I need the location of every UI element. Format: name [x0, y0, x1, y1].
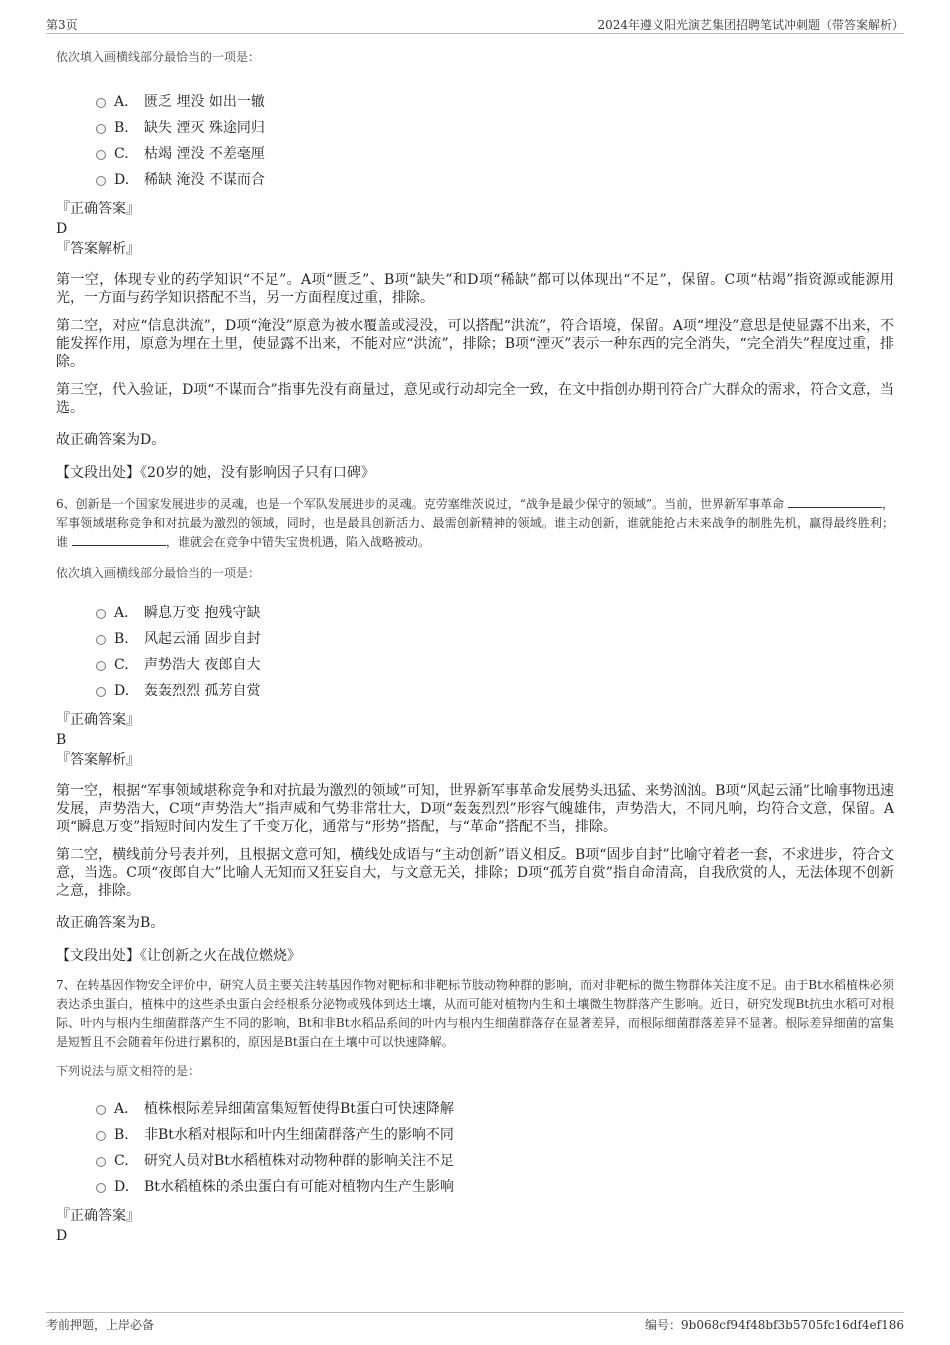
option-letter: A．	[114, 605, 139, 621]
radio-icon[interactable]	[96, 1105, 106, 1115]
correct-answer: B	[56, 732, 67, 748]
analysis-tag: 『答案解析』	[56, 241, 140, 257]
radio-icon[interactable]	[96, 98, 106, 108]
option-letter: A．	[114, 1101, 139, 1117]
stem-part: ，谁就会在竞争中错失宝贵机遇，陷入战略被动。	[165, 535, 430, 549]
option-c[interactable]	[96, 1148, 894, 1174]
page-header	[46, 14, 904, 34]
document-code: 编号：9b068cf94f48bf3b5705fc16df4ef186	[645, 1318, 904, 1332]
fill-blank	[72, 534, 166, 546]
radio-icon[interactable]	[96, 1183, 106, 1193]
option-list	[96, 89, 894, 193]
analysis-paragraph: 第三空，代入验证，D项“不谋而合”指事先没有商量过，意见或行动却完全一致，在文中指创办期刊符合广大群众的需求，符合文意，当选。	[56, 382, 894, 416]
option-text: 匮乏 埋没 如出一辙	[144, 94, 265, 110]
radio-icon[interactable]	[96, 176, 106, 186]
option-b[interactable]	[96, 1122, 894, 1148]
analysis-paragraph: 第二空，对应“信息洪流”，D项“淹没”原意为被水覆盖或浸没，可以搭配“洪流”，符合语境，保留。A项“埋没”意思是使显露不出来，不能发挥作用，原意为埋在土里，使显露不出来，不能对应“洪流”，排除；B项“湮灭”表示一种东西的完全消失，“完全消失”程度过重，排除。	[56, 318, 894, 370]
option-text: 研究人员对Bt水稻植株对动物种群的影响关注不足	[144, 1153, 454, 1169]
option-text: 植株根际差异细菌富集短暂使得Bt蛋白可快速降解	[144, 1101, 454, 1117]
option-letter: C.	[114, 146, 129, 162]
option-c[interactable]	[96, 652, 894, 678]
page-content	[56, 46, 894, 1246]
analysis-paragraph: 第二空，横线前分号表并列，且根据文意可知，横线处成语与“主动创新”语义相反。B项“固步自封”比喻守着老一套，不求进步，符合文意，当选。C项“夜郎自大”比喻人无知而又狂妄自大，与文意无关，排除；D项“孤芳自赏”指自命清高，自我欣赏的人，无法体现不创新之意，排除。	[56, 847, 894, 899]
option-text: 稀缺 淹没 不谋而合	[144, 172, 265, 188]
analysis-tag: 『答案解析』	[56, 752, 140, 768]
option-d[interactable]	[96, 678, 894, 704]
stem-part: ，军事领域堪称竞争和对抗最为激烈的领域，同时，也是最具创新活力、最需创新精神的领域。谁主动创新，谁就能抢占未来战争的制胜先机，赢得最终胜利；谁	[56, 497, 894, 549]
stem-part: 6、创新是一个国家发展进步的灵魂，也是一个军队发展进步的灵魂。克劳塞维茨说过，“战争是最少保守的领域”。当前，世界新军事革命	[56, 497, 785, 511]
option-text: 非Bt水稻对根际和叶内生细菌群落产生的影响不同	[144, 1127, 454, 1143]
footer-slogan: 考前押题，上岸必备	[46, 1318, 155, 1332]
answer-tag: 『正确答案』	[56, 201, 140, 217]
radio-icon[interactable]	[96, 661, 106, 671]
option-text: 枯竭 湮没 不差毫厘	[144, 146, 265, 162]
correct-answer: D	[56, 221, 68, 237]
correct-answer: D	[56, 1228, 68, 1244]
source-citation: 【文段出处】《20岁的她，没有影响因子只有口碑》	[56, 465, 375, 481]
option-text: 缺失 湮灭 殊途同归	[144, 120, 265, 136]
option-list	[96, 1096, 894, 1200]
option-b[interactable]	[96, 626, 894, 652]
radio-icon[interactable]	[96, 124, 106, 134]
question-prompt: 依次填入画横线部分最恰当的一项是：	[56, 566, 261, 580]
radio-icon[interactable]	[96, 150, 106, 160]
radio-icon[interactable]	[96, 635, 106, 645]
analysis-conclusion: 故正确答案为B。	[56, 915, 165, 931]
analysis-paragraph: 第一空，体现专业的药学知识“不足”。A项“匮乏”、B项“缺失”和D项“稀缺”都可以体现出“不足”，保留。C项“枯竭”指资源或能源用光，一方面与药学知识搭配不当，另一方面程度过重，排除。	[56, 272, 894, 306]
option-a[interactable]	[96, 89, 894, 115]
option-d[interactable]	[96, 167, 894, 193]
option-letter: B.	[114, 120, 129, 136]
answer-tag: 『正确答案』	[56, 1208, 140, 1224]
answer-tag: 『正确答案』	[56, 712, 140, 728]
option-text: 声势浩大 夜郎自大	[144, 657, 261, 673]
question-stem: 7、在转基因作物安全评价中，研究人员主要关注转基因作物对靶标和非靶标节肢动物种群的影响，而对非靶标的微生物群体关注度不足。由于Bt水稻植株必须表达杀虫蛋白，植株中的这些杀虫蛋白会经根系分泌物或残体到达土壤，从而可能对植物内生和土壤微生物群落产生影响。近日，研究发现Bt抗虫水稻可对根际、叶内与根内生细菌群落产生不同的影响，Bt和非Bt水稻品系间的叶内与根内生细菌群落存在显著差异，而根际细菌群落差异不显著。根际差异细菌的富集是短暂且不会随着年份进行累积的，原因是Bt蛋白在土壤中可以快速降解。	[56, 978, 894, 1049]
option-letter: D.	[114, 683, 130, 699]
radio-icon[interactable]	[96, 609, 106, 619]
analysis-conclusion: 故正确答案为D。	[56, 432, 166, 448]
option-a[interactable]	[96, 600, 894, 626]
radio-icon[interactable]	[96, 687, 106, 697]
radio-icon[interactable]	[96, 1131, 106, 1141]
option-text: 风起云涌 固步自封	[144, 631, 261, 647]
option-text: 瞬息万变 抱残守缺	[144, 605, 261, 621]
option-letter: D.	[114, 1179, 130, 1195]
option-c[interactable]	[96, 141, 894, 167]
question-stem	[56, 495, 894, 552]
question-prompt: 依次填入画横线部分最恰当的一项是：	[56, 50, 261, 64]
radio-icon[interactable]	[96, 1157, 106, 1167]
document-title: 2024年遵义阳光演艺集团招聘笔试冲刺题（带答案解析）	[597, 18, 904, 32]
option-letter: D.	[114, 172, 130, 188]
option-a[interactable]	[96, 1096, 894, 1122]
option-letter: C.	[114, 1153, 129, 1169]
analysis-paragraph: 第一空，根据“军事领域堪称竞争和对抗最为激烈的领域”可知，世界新军事革命发展势头迅猛、来势汹汹。B项“风起云涌”比喻事物迅速发展，声势浩大，C项“声势浩大”指声威和气势非常壮大，D项“轰轰烈烈”形容气魄雄伟，声势浩大，不同凡响，均符合文意，保留。A项“瞬息万变”指短时间内发生了千变万化，通常与“形势”搭配，与“革命”搭配不当，排除。	[56, 783, 894, 835]
page-footer	[46, 1312, 904, 1334]
option-text: Bt水稻植株的杀虫蛋白有可能对植物内生产生影响	[144, 1179, 454, 1195]
option-list	[96, 600, 894, 704]
source-citation: 【文段出处】《让创新之火在战位燃烧》	[56, 948, 301, 964]
option-d[interactable]	[96, 1174, 894, 1200]
option-letter: B.	[114, 1127, 129, 1143]
option-text: 轰轰烈烈 孤芳自赏	[144, 683, 261, 699]
option-letter: A．	[114, 94, 139, 110]
option-b[interactable]	[96, 115, 894, 141]
question-prompt: 下列说法与原文相符的是：	[56, 1064, 201, 1078]
page-number: 第3页	[46, 18, 78, 32]
option-letter: B.	[114, 631, 129, 647]
fill-blank	[788, 496, 882, 508]
option-letter: C.	[114, 657, 129, 673]
